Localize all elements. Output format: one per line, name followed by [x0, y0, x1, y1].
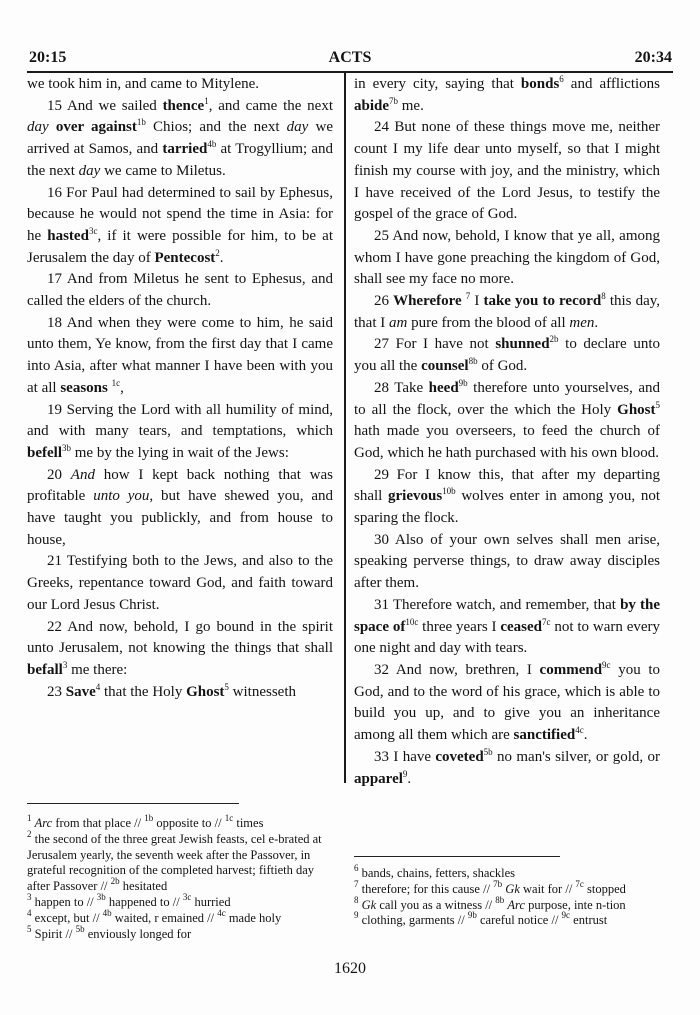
verse [27, 183, 333, 270]
text-run: this day, that I [354, 293, 661, 331]
text-run: clothing, garments // [358, 913, 468, 928]
text-run: 15 And we sailed [47, 97, 163, 114]
text-run: 32 And now, brethren, I [374, 661, 540, 678]
footnote [354, 863, 674, 882]
verse [354, 117, 660, 226]
page-number: 1620 [334, 960, 366, 977]
text-run: 18 And when they were come to him, he said unto them, Ye know, from the first day that I came into Asia, after what manner I have been with you at all [27, 314, 333, 396]
text-run: happened to // [105, 894, 183, 909]
footnote-marker: 6 [354, 863, 359, 873]
footnote-marker: 4c [575, 725, 584, 736]
text-run: we came to Miletus. [100, 162, 226, 179]
footnote-marker: 10c [405, 616, 419, 627]
text-run: 30 Also of your own selves shall men arise, speaking perverse things, to draw away disciples after them. [354, 531, 660, 592]
text-run: . [594, 314, 599, 331]
footnote-marker: 9b [467, 910, 477, 921]
footnote-marker: 4 [95, 681, 101, 692]
footnote-marker: 5b [75, 923, 85, 934]
footnote-marker: 6 [559, 74, 564, 84]
keyword: coveted [435, 748, 484, 765]
verse [27, 682, 333, 704]
text-run: pure from the blood of all [407, 314, 570, 331]
footnote [27, 923, 327, 943]
text-run: entrust [570, 913, 608, 928]
text-run: therefore; for this cause // [358, 881, 494, 896]
text-run: bands, chains, fetters, shackles [358, 866, 516, 880]
text-run: me. [398, 97, 424, 114]
text-run: , and came the next [208, 97, 333, 114]
footnote-marker: 7b [493, 878, 503, 889]
verse [354, 74, 660, 117]
verse [354, 530, 660, 595]
italic-text: men [569, 314, 595, 331]
right-footnote-separator [354, 856, 560, 857]
text-run: , if it were possible for him, to be at Jerusalem the day of [27, 227, 333, 266]
text-run: no man's silver, or gold, or [492, 748, 661, 765]
footnote-marker: 4c [217, 907, 226, 918]
keyword: Wherefore [393, 293, 462, 310]
footnote-marker: 3c [182, 891, 192, 902]
keyword: seasons [60, 379, 108, 396]
footnote [27, 907, 327, 927]
text-run: I [470, 293, 484, 310]
text-run: 19 Serving the Lord with all humility of mind, and with many tears, and temptations, which [27, 401, 333, 440]
text-run: 27 For I have not [374, 336, 496, 353]
text-run: we arrived at Samos, and [27, 119, 333, 158]
footnote-marker: 8b [495, 894, 505, 905]
text-run: hurried [191, 894, 231, 909]
text-run: purpose, inte n-tion [525, 897, 626, 912]
footnote-marker: 1 [27, 813, 32, 823]
keyword: hasted [47, 227, 89, 244]
footnote-marker: 8b [468, 356, 478, 367]
text-run: how I kept back nothing that was profitable [27, 466, 334, 505]
footnote-marker: 7c [542, 616, 551, 627]
text-run [49, 119, 56, 135]
header-rule [27, 71, 673, 73]
footnote-marker: 1c [111, 377, 121, 388]
footnote-marker: 2 [27, 828, 32, 839]
italic-text: And [70, 466, 95, 483]
footnote [354, 878, 674, 898]
text-run: except, but // [31, 910, 103, 925]
keyword: bonds [520, 76, 560, 92]
footnote [27, 891, 327, 911]
text-run: 26 [374, 293, 394, 310]
keyword: by the space of [354, 596, 661, 635]
verse [27, 465, 333, 552]
keyword: Ghost [617, 401, 656, 418]
keyword: apparel [354, 770, 403, 787]
text-run: 21 Testifying both to the Jews, and also to the Greeks, repentance toward God, and faith toward our Lord Jesus Christ. [27, 553, 333, 613]
text-run: therefore unto yourselves, and to all the flock, over the which the Holy [354, 379, 660, 418]
text-run: . [583, 727, 588, 744]
header-left-reference: 20:15 [29, 49, 67, 66]
text-run: that the Holy [100, 683, 187, 700]
footnote [27, 813, 327, 832]
keyword: sanctified [513, 727, 576, 744]
text-run: me by the lying in wait of the Jews: [71, 444, 289, 461]
left-footnotes [27, 813, 327, 942]
footnote-marker: 3c [88, 225, 98, 236]
text-run: we took him in, and came to Mitylene. [27, 76, 260, 92]
keyword: Save [65, 683, 96, 700]
left-footnote-separator [27, 803, 239, 804]
footnote-marker: 5 [27, 923, 32, 934]
text-run: at Trogyllium; and the next [27, 141, 333, 179]
italic-text: day [286, 119, 309, 136]
footnote-marker: 9 [354, 910, 359, 921]
verse [354, 465, 660, 530]
text-run: wait for // [519, 881, 576, 896]
footnote [27, 828, 327, 895]
keyword: Ghost [186, 683, 225, 700]
right-footnotes [354, 863, 674, 929]
verse [354, 291, 660, 334]
text-run: waited, r emained // [111, 910, 218, 925]
text-run: not to warn every one night and day with tears. [354, 618, 660, 657]
text-run: and afflictions [563, 76, 661, 92]
keyword: abide [354, 97, 390, 114]
text-run: opposite to // [153, 816, 225, 830]
text-run: , but have shewed you, and have taught you publickly, and from house to house, [27, 488, 333, 548]
footnote-marker: 1c [224, 813, 234, 823]
text-run: . [219, 249, 224, 266]
verse [27, 269, 333, 312]
footnote-marker: 8 [601, 291, 606, 302]
text-run: 24 But none of these things move me, neither count I my life dear unto myself, so that I might finish my course with joy, and the ministry, which I have received of the Lord Jesus, to testify the gospel of the grace of God. [354, 119, 660, 223]
verse [354, 226, 660, 291]
text-run: 23 [47, 683, 66, 700]
verse [27, 96, 333, 183]
footnote-marker: 7b [389, 95, 399, 106]
footnote-marker: 2b [110, 876, 120, 887]
text-run: call you as a witness // [376, 897, 496, 912]
text-run: the second of the three great Jewish feasts, cel e-brated at Jerusalem yearly, the seventh week after the Passover, in grateful recognition of the completed harvest; fiftieth day after Passover // [27, 831, 322, 894]
text-run: 31 Therefore watch, and remember, that [374, 596, 621, 613]
text-run: from that place // [52, 816, 145, 830]
footnote-marker: 3 [27, 891, 32, 902]
footnote-marker: 5 [224, 681, 229, 692]
verse [27, 74, 333, 96]
text-run: to declare unto you all the [354, 336, 660, 375]
keyword: shunned [495, 336, 550, 353]
text-run: happen to // [31, 894, 97, 909]
text-run: of God. [477, 358, 528, 375]
verse [354, 378, 660, 465]
right-text-column [354, 74, 660, 790]
footnote-marker: 3b [62, 442, 71, 453]
column-divider [344, 73, 346, 783]
verse [354, 747, 660, 790]
footnote-marker: 4b [207, 139, 217, 150]
text-run: made holy [225, 910, 282, 925]
text-run: 22 And now, behold, I go bound in the spirit unto Jerusalem, not knowing the things that shall [27, 618, 333, 657]
text-run: 20 [47, 466, 71, 483]
text-run: 29 For I know this, that after my departing shall [354, 466, 660, 505]
footnote [354, 910, 674, 929]
keyword: commend [539, 661, 603, 678]
footnote-marker: 4b [102, 907, 112, 918]
italic-text: Arc [34, 816, 53, 830]
text-run: wolves enter in among you, not sparing the flock. [354, 488, 660, 527]
text-run: hesitated [119, 879, 168, 894]
text-run: careful notice // [476, 913, 562, 928]
keyword: befall [27, 661, 63, 678]
header-right-reference: 20:34 [634, 49, 672, 66]
footnote-marker: 8 [354, 894, 359, 905]
footnote-marker: 5b [483, 746, 493, 757]
footnote-marker: 3b [96, 891, 106, 902]
italic-text: day [27, 119, 49, 136]
footnote-marker: 4 [27, 907, 32, 918]
left-text-column [27, 74, 333, 703]
keyword: heed [428, 379, 459, 396]
footnote-marker: 3 [62, 659, 68, 670]
footnote-marker: 10b [442, 486, 456, 497]
text-run: times [233, 816, 264, 830]
keyword: thence [162, 97, 205, 114]
keyword: counsel [421, 358, 469, 375]
italic-text: Gk [505, 881, 520, 896]
verse [354, 595, 660, 660]
text-run: 28 Take [374, 379, 429, 396]
keyword: Pentecost [154, 249, 216, 266]
verse [27, 400, 333, 465]
keyword: grievous [388, 488, 443, 505]
footnote-marker: 7 [465, 291, 471, 302]
footnote-marker: 9c [561, 910, 571, 921]
keyword: tarried [162, 141, 208, 158]
text-run: 16 For Paul had determined to sail by Ephesus, because he would not spend the time in Asia: for he [27, 184, 333, 244]
text-run: Spirit // [31, 926, 76, 941]
text-run: stopped [583, 881, 626, 896]
footnote-marker: 5 [655, 399, 660, 410]
text-run: 17 And from Miletus he sent to Ephesus, and called the elders of the church. [27, 271, 333, 310]
text-run: Chios; and the next [145, 119, 287, 136]
text-run: you to God, and to the word of his grace, which is able to build you up, and to give you an inheritance among all them which are [354, 661, 660, 744]
text-run: three years I [418, 618, 501, 635]
italic-text: unto you [93, 488, 150, 505]
text-run: enviously longed for [84, 926, 192, 941]
keyword: ceased [500, 618, 542, 635]
text-run: , [120, 379, 124, 396]
italic-text: am [389, 314, 408, 331]
footnote-marker: 7c [575, 878, 584, 889]
footnote-marker: 9b [458, 377, 468, 388]
footnote-marker: 2 [215, 247, 220, 258]
header-book-title: ACTS [328, 49, 372, 66]
text-run: in every city, saying that [354, 76, 521, 92]
footnote-marker: 1b [144, 813, 154, 823]
text-run: hath made you overseers, to feed the church of God, which he hath purchased with his own blood. [354, 423, 660, 461]
verse [27, 313, 333, 400]
text-run: witnesseth [228, 683, 296, 700]
verse [354, 334, 660, 377]
verse [27, 551, 333, 616]
text-run: 25 And now, behold, I know that ye all, among whom I have gone preaching the kingdom of God, shall see my face no more. [354, 227, 660, 288]
verse [27, 617, 333, 682]
footnote-marker: 1 [204, 95, 209, 106]
text-run: me there: [67, 661, 128, 678]
footnote-marker: 1b [136, 117, 146, 128]
italic-text: Gk [361, 897, 377, 912]
footnote-marker: 2b [549, 334, 559, 345]
keyword: take you to record [483, 293, 602, 310]
keyword: over against [55, 119, 137, 136]
footnote [354, 894, 674, 914]
keyword: befell [27, 444, 62, 461]
footnote-marker: 9c [602, 659, 611, 670]
footnote-marker: 9 [402, 768, 408, 779]
text-run: 33 I have [374, 748, 436, 765]
footnote-marker: 7 [354, 878, 359, 889]
italic-text: day [78, 162, 101, 179]
italic-text: Arc [507, 897, 525, 912]
text-run: . [407, 770, 412, 787]
verse [354, 660, 660, 747]
